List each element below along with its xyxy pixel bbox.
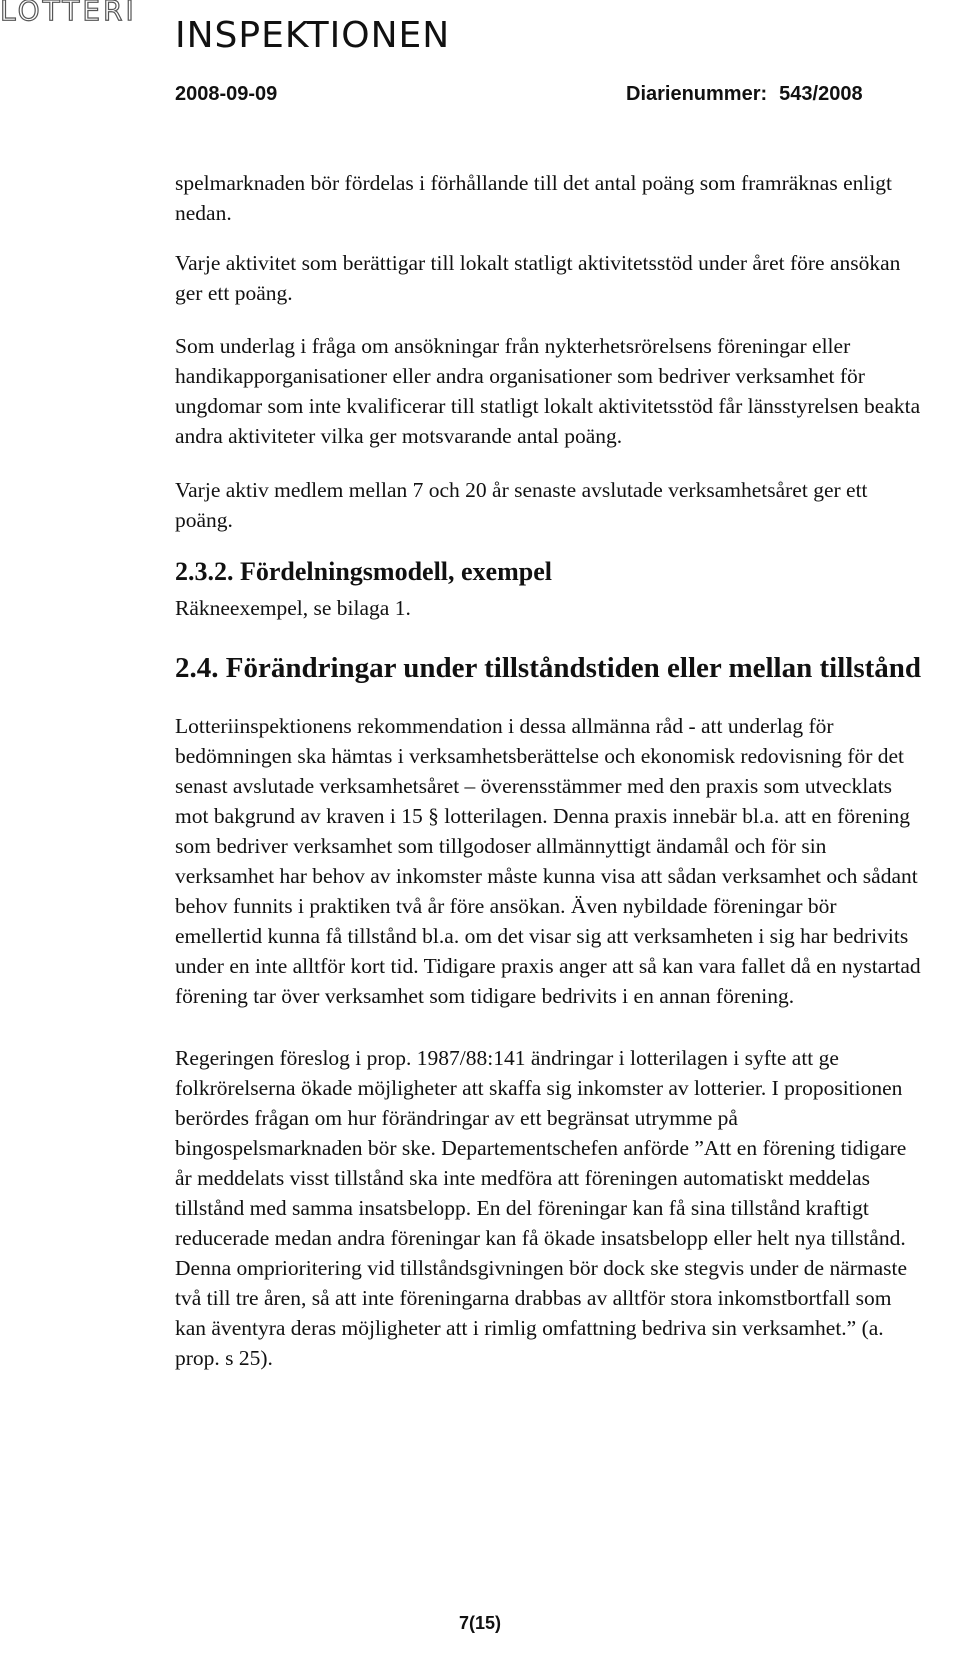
- paragraph: Som underlag i fråga om ansökningar från nykterhetsrörelsens föreningar eller handikapporganisationer eller andra organisationer som bedriver verksamhet för ungdomar som inte kvalificerar till statligt lokalt aktivitetsstöd får länsstyrelsen beakta andra aktiviteter vilka ger motsvarande antal poäng.: [175, 334, 921, 448]
- document-body: [175, 168, 925, 1373]
- paragraph: Varje aktiv medlem mellan 7 och 20 år senaste avslutade verksamhetsåret ger ett poäng.: [175, 478, 868, 532]
- diarienummer-value: 543/2008: [779, 83, 863, 105]
- diarienummer: [626, 80, 863, 108]
- diarienummer-label: Diarienummer:: [626, 83, 768, 105]
- logo-lotteri-text: LOTTERI: [0, 0, 137, 27]
- paragraph: Räkneexempel, se bilaga 1.: [175, 596, 411, 620]
- paragraph: Lotteriinspektionens rekommendation i dessa allmänna råd - att underlag för bedömningen ska hämtas i verksamhetsberättelse och ekonomisk redovisning för det senast avslutade verksamhetsåret – överensstämmer med den praxis som utvecklats mot bakgrund av kraven i 15 § lotterilagen. Denna praxis innebär bl.a. att en förening som bedriver verksamhet som tillgodoser allmännyttigt ändamål och för sin verksamhet har behov av inkomster måste kunna visa att sådan verksamhet och sådant behov funnits i praktiken två år före ansökan. Även nybildade föreningar bör emellertid kunna få tillstånd bl.a. om det visar sig att verksamheten i sig har bedrivits under en inte alltför kort tid. Tidigare praxis anger att så kan vara fallet då en nystartad förening tar över verksamhet som tidigare bedrivits i en annan förening.: [175, 714, 921, 1008]
- document-date: 2008-09-09: [175, 83, 278, 105]
- paragraph: Regeringen föreslog i prop. 1987/88:141 ändringar i lotterilagen i syfte att ge folkrörelserna ökade möjligheter att skaffa sig inkomster av lotterier. I propositionen berördes frågan om hur förändringar av ett begränsat utrymme på bingospelsmarknaden bör ske. Departementschefen anförde ”Att en förening tidigare år meddelats visst tillstånd ska inte medföra att föreningen automatiskt meddelas tillstånd med samma insatsbelopp. En del föreningar kan få sina tillstånd kraftigt reducerade medan andra föreningar kan få ökade insatsbelopp eller helt nya tillstånd. Denna omprioritering vid tillståndsgivningen bör dock ske stegvis under de närmaste två till tre åren, så att inte föreningarna drabbas av alltför stora inkomstbortfall som kan äventyra deras möjligheter att i rimlig omfattning bedriva sin verksamhet.” (a. prop. s 25).: [175, 1046, 908, 1370]
- page-number: 7(15): [458, 1613, 502, 1633]
- logo-inspektionen-text: INSPEKTIONEN: [175, 15, 451, 56]
- paragraph: Varje aktivitet som berättigar till lokalt statligt aktivitetsstöd under året före ansökan ger ett poäng.: [175, 251, 901, 305]
- paragraph: spelmarknaden bör fördelas i förhållande till det antal poäng som framräknas enligt nedan.: [175, 171, 893, 225]
- section-heading-2-4: 2.4. Förändringar under tillståndstiden eller mellan tillstånd: [175, 652, 922, 684]
- section-heading-2-3-2: 2.3.2. Fördelningsmodell, exempel: [175, 557, 552, 586]
